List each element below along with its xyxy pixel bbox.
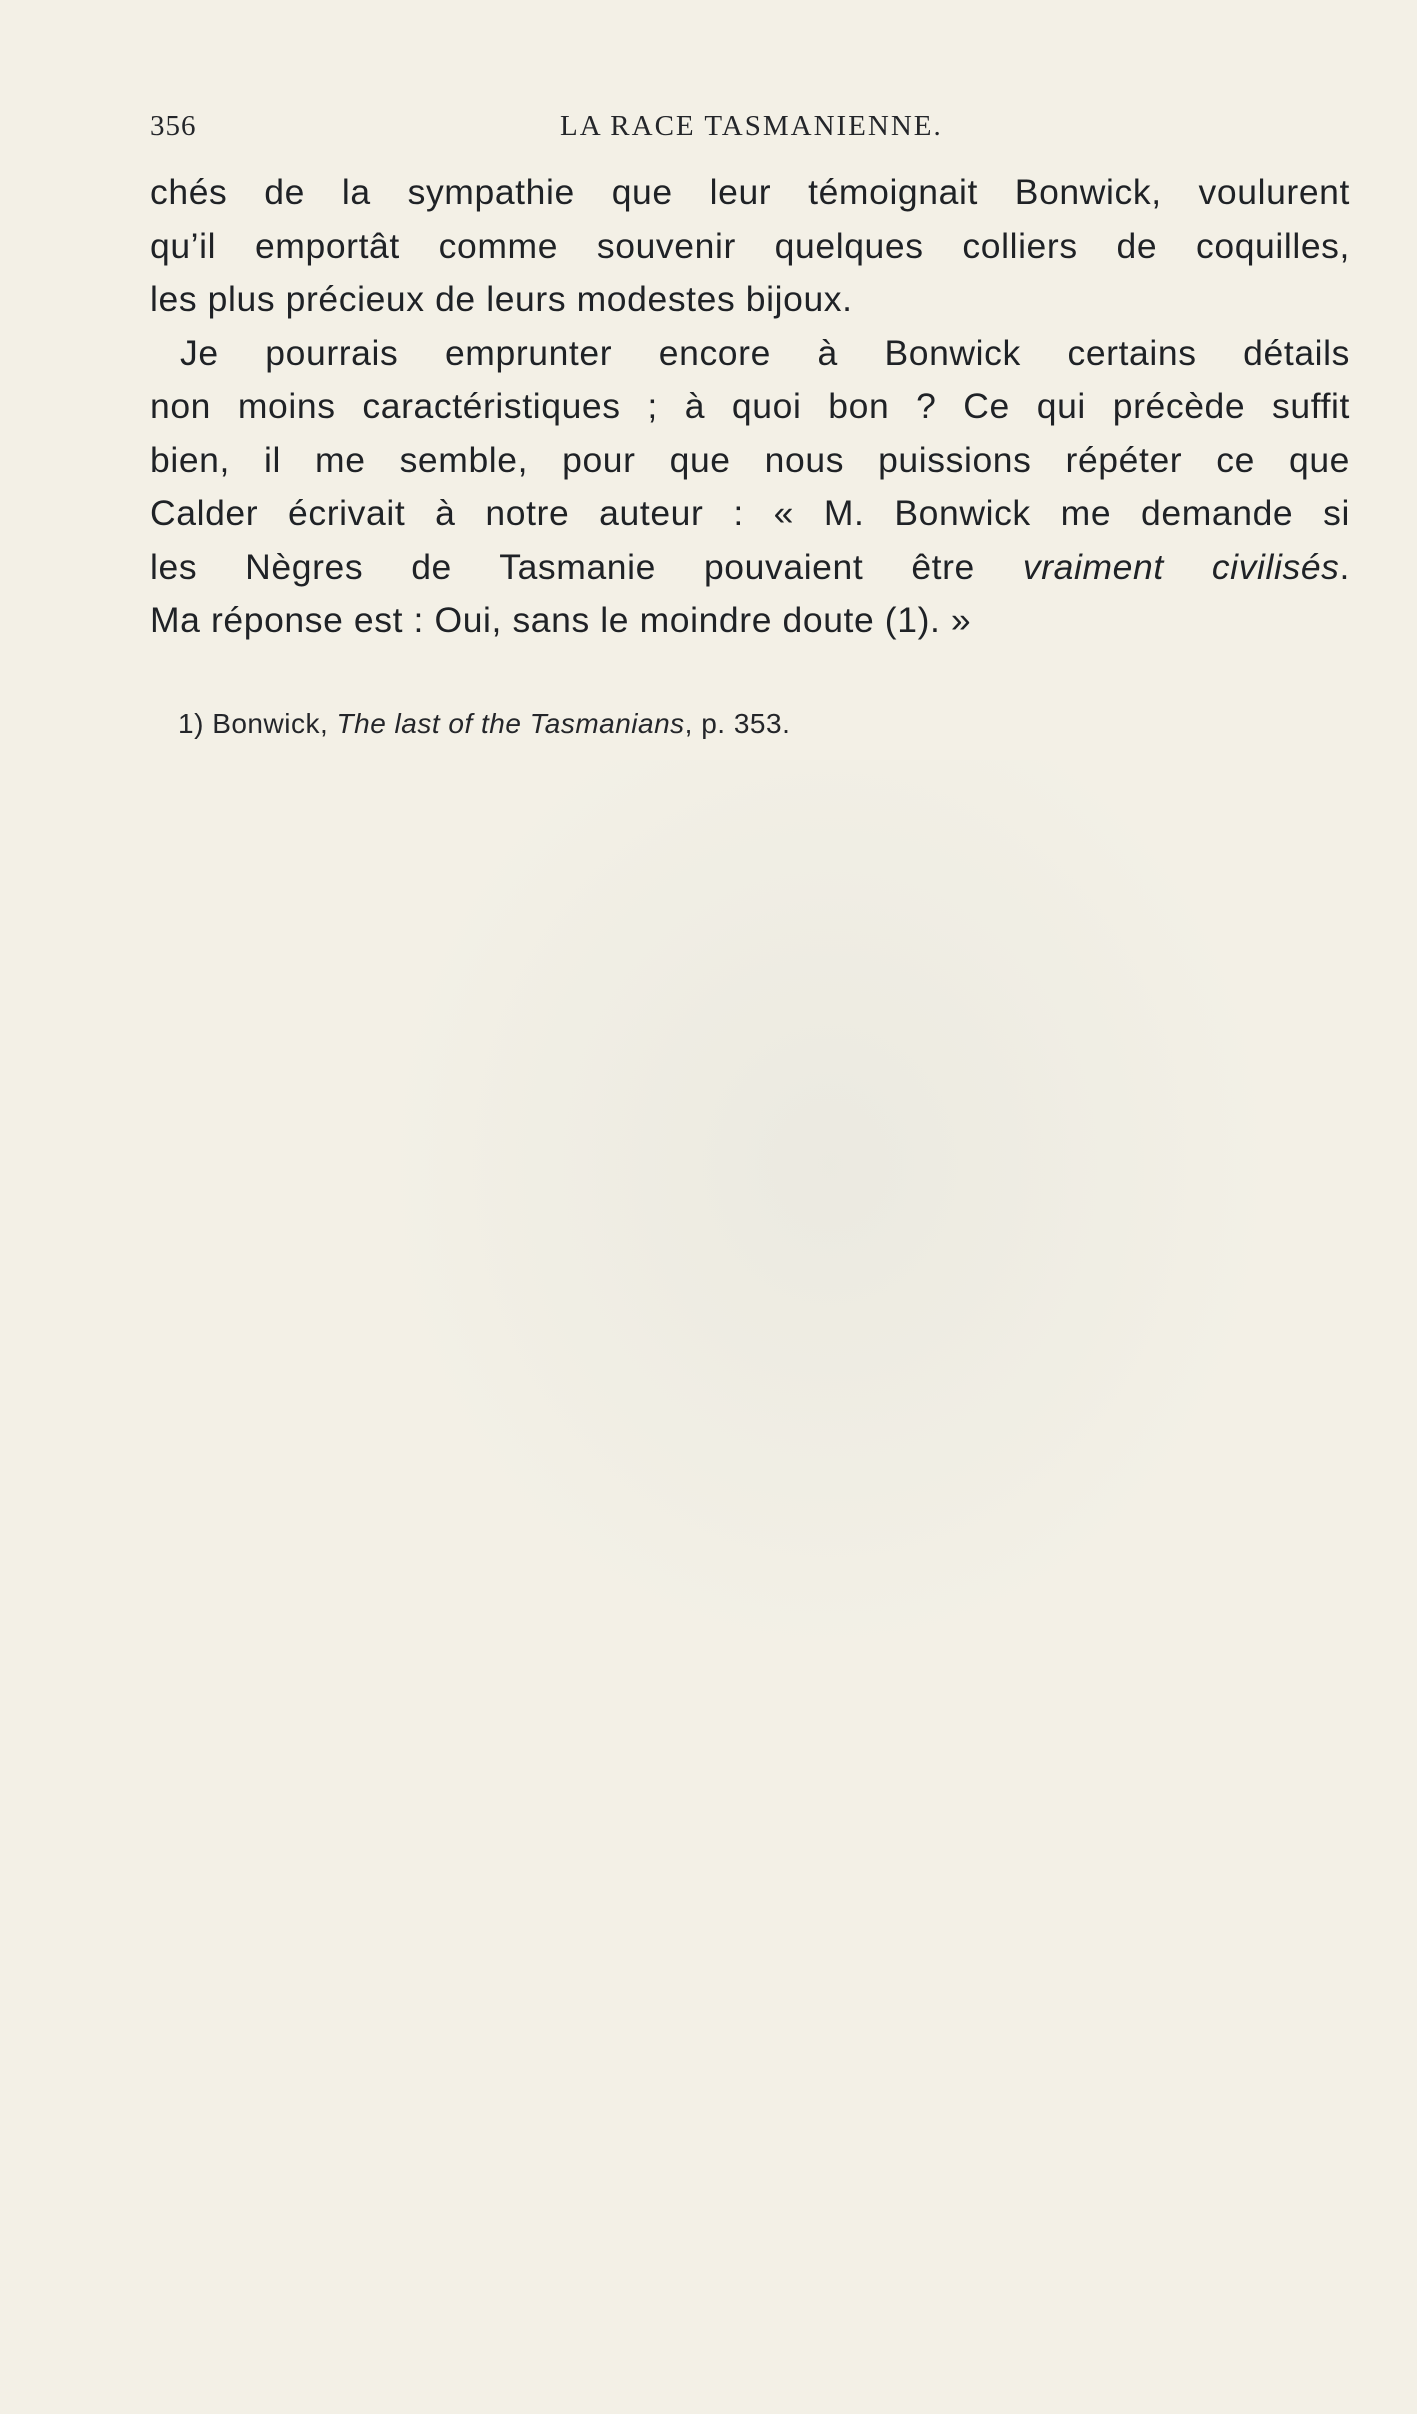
page-number: 356: [150, 110, 197, 142]
footnote-title: The last of the Tasmanians: [336, 708, 685, 739]
footnote-author: Bonwick,: [212, 708, 337, 739]
show-through-shadow: [380, 760, 1280, 1660]
text-run: les Nègres de Tasmanie pouvaient être: [150, 546, 1023, 587]
footnote: [178, 708, 790, 740]
italic-word: vraiment: [1022, 546, 1164, 587]
footnote-marker: 1): [178, 708, 213, 739]
body-text: [150, 166, 1350, 648]
text-line: [150, 541, 1350, 595]
text-line: chés de la sympathie que leur témoignait Bonwick, voulurent: [150, 172, 1350, 212]
text-line: Ma réponse est : Oui, sans le moindre doute (1). »: [150, 600, 972, 640]
text-line: les plus précieux de leurs modestes bijoux.: [150, 279, 853, 319]
text-run: [1164, 547, 1212, 587]
text-line: Calder écrivait à notre auteur : « M. Bonwick me demande si: [150, 493, 1350, 533]
running-title: LA RACE TASMANIENNE.: [560, 110, 943, 142]
italic-word: civilisés: [1211, 546, 1340, 587]
footnote-page: , p. 353.: [684, 708, 791, 739]
text-run: .: [1339, 546, 1350, 587]
page-header: [150, 110, 1350, 150]
text-line: bien, il me semble, pour que nous puissions répéter ce que: [150, 439, 1350, 480]
text-line: qu’il emportât comme souvenir quelques colliers de coquilles,: [150, 225, 1350, 266]
text-line: non moins caractéristiques ; à quoi bon ? Ce qui précède suffit: [150, 386, 1350, 426]
text-line: Je pourrais emprunter encore à Bonwick certains détails: [180, 332, 1350, 373]
